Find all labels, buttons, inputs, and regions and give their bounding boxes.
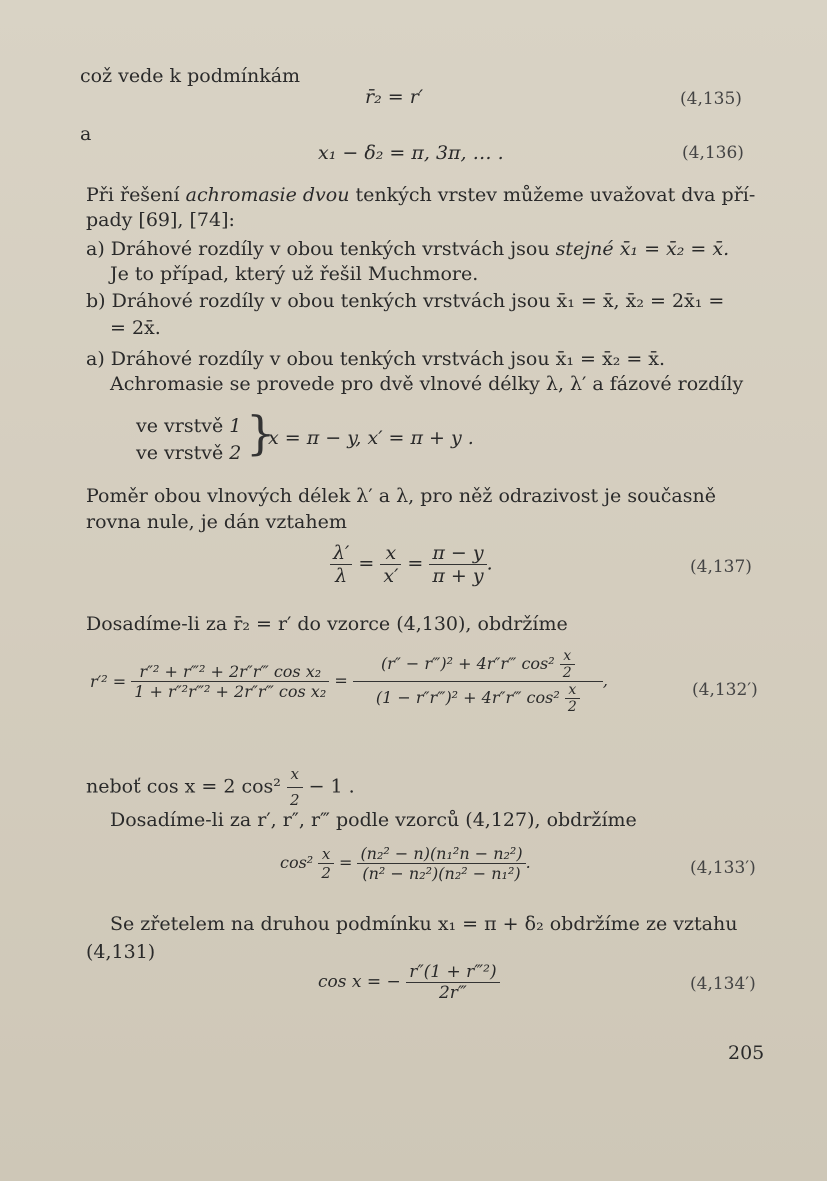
- paragraph-5-line-2: (4,131): [86, 941, 156, 963]
- right-brace: }: [246, 406, 276, 460]
- case-b-line-1: b) Dráhové rozdíly v obou tenkých vrstvách jsou x̄₁ = x̄, x̄₂ = 2x̄₁ =: [86, 290, 725, 312]
- equation-4-132-prime: r′² = $\frac{\text{r″² + r‴² + 2r″r‴ cos x₂}}{\text{1 + r″²r‴² + 2r″r‴ cos x₂}}$ = (r″ − r‴)² + 4r″r‴ cos² $\frac{x}{2}$ (1 − r″r‴)² + 4r″r‴ cos² $\frac{x}{2}$ ,: [90, 648, 608, 715]
- case-b-line-2: = 2x̄.: [110, 317, 161, 339]
- paragraph-2-line-1: Poměr obou vlnových délek λ′ a λ, pro něž odrazivost je současně: [86, 485, 716, 507]
- paragraph-1-line-2: pady [69], [74]:: [86, 209, 235, 231]
- phase-equation: x = π − y, x′ = π + y .: [268, 427, 474, 449]
- case-a-line-1: a) Dráhové rozdíly v obou tenkých vrstvách jsou stejné x̄₁ = x̄₂ = x̄.: [86, 238, 730, 260]
- conjunction-a: a: [80, 123, 92, 145]
- equation-4-135: r̄₂ = r′: [365, 86, 424, 108]
- equation-4-136: x₁ − δ₂ = π, 3π, … .: [318, 142, 504, 164]
- layer-2-label: ve vrstvě 2: [136, 442, 242, 464]
- case-a-line-2: Je to případ, který už řešil Muchmore.: [110, 263, 479, 285]
- case-a-repeat-line-2: Achromasie se provede pro dvě vlnové délky λ, λ′ a fázové rozdíly: [110, 373, 744, 395]
- equation-number-4-137: (4,137): [690, 557, 752, 577]
- equation-number-4-135: (4,135): [680, 89, 742, 109]
- equation-4-133-prime: cos² $\frac{x}{2}$ = $\frac{\text{(n₂² − n)(n₁²n − n₂²)}}{\text{(n² − n₂²)(n₂² − n₁²)}}$ .: [280, 844, 531, 883]
- equation-4-134-prime: cos x = − $\frac{\text{r″(1 + r‴²)}}{2r‴}$: [318, 962, 500, 1003]
- paragraph-5-line-1: Se zřetelem na druhou podmínku x₁ = π + δ₂ obdržíme ze vztahu: [110, 913, 738, 935]
- equation-4-137: $\frac{\lambda'}{\lambda}$ = $\frac{x}{x'}$ = $\frac{\pi - y}{\pi + y}$ .: [330, 542, 493, 587]
- intro-line: což vede k podmínkám: [80, 65, 301, 87]
- page-number: 205: [728, 1042, 765, 1064]
- paragraph-4: Dosadíme-li za r′, r″, r‴ podle vzorců (4,127), obdržíme: [110, 809, 637, 831]
- equation-number-4-132-prime: (4,132′): [692, 680, 758, 700]
- paragraph-1-line-1: Při řešení achromasie dvou tenkých vrstev můžeme uvažovat dva pří-: [86, 184, 756, 206]
- because-line: neboť cos x = 2 cos² $\frac{x}{2}$ − 1 .: [86, 762, 355, 813]
- equation-number-4-133-prime: (4,133′): [690, 858, 756, 878]
- paragraph-3: Dosadíme-li za r̄₂ = r′ do vzorce (4,130), obdržíme: [86, 613, 568, 635]
- paragraph-2-line-2: rovna nule, je dán vztahem: [86, 511, 347, 533]
- case-a-repeat-line-1: a) Dráhové rozdíly v obou tenkých vrstvách jsou x̄₁ = x̄₂ = x̄.: [86, 348, 666, 370]
- equation-number-4-136: (4,136): [682, 143, 744, 163]
- layer-1-label: ve vrstvě 1: [136, 415, 242, 437]
- equation-number-4-134-prime: (4,134′): [690, 974, 756, 994]
